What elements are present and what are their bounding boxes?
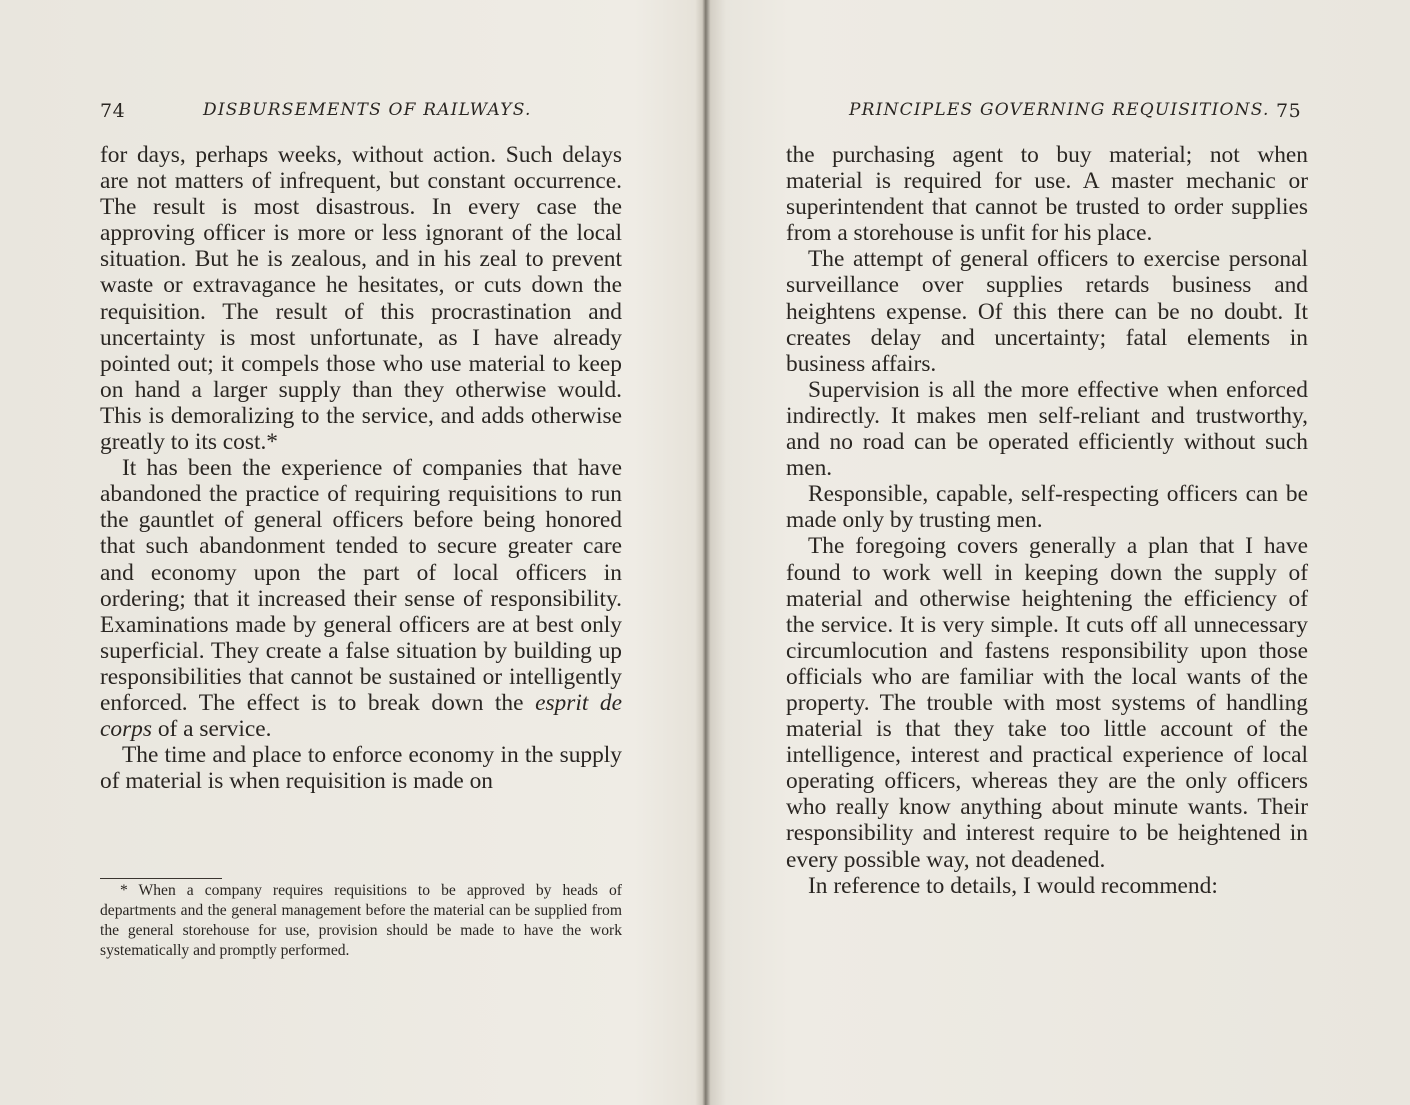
body-text (100, 142, 622, 794)
right-page (706, 0, 1410, 1105)
paragraph-text: It has been the experience of companies that have abandoned the practice of requiring requisitions to run the gauntlet of general officers before being honored that such abandonment tended to secure greater care and economy upon the part of local officers in ordering; that it increased their sense of responsibility. Examinations made by general officers are at best only superficial. They create a false situation by building up responsibilities that cannot be sustained or intelligently enforced. The effect is to break down the (100, 455, 622, 716)
paragraph: the purchasing agent to buy material; not when material is required for use. A master mechanic or superintendent that cannot be trusted to order supplies from a storehouse is unfit for his place. (786, 142, 1308, 247)
paragraph: for days, perhaps weeks, without action. Such delays are not matters of infrequent, but constant occurrence. The result is most disastrous. In every case the approving officer is more or less ignorant of the local situation. But he is zealous, and in his zeal to prevent waste or extravagance he hesitates, or cuts down the requisition. The result of this procrastination and uncertainty is most unfortunate, as I have already pointed out; it compels those who use material to keep on hand a larger supply than they otherwise would. This is demoralizing to the service, and adds otherwise greatly to its cost.* (100, 142, 622, 456)
paragraph (100, 455, 622, 742)
page-number: 75 (1276, 100, 1302, 122)
footnote (100, 881, 622, 961)
paragraph: The attempt of general officers to exercise personal surveillance over supplies retards business and heightens expense. Of this there can be no doubt. It creates delay and uncertainty; fatal elements in business affairs. (786, 246, 1308, 377)
paragraph: In reference to details, I would recommend: (808, 872, 1218, 899)
footnote-text: * When a company requires requisitions to be approved by heads of departments and the general management before the material can be supplied from the general storehouse for use, provision should be made to have the work systematically and promptly performed. (100, 882, 622, 960)
paragraph-text: of a service. (157, 716, 272, 743)
paragraph: Responsible, capable, self-respecting officers can be made only by trusting men. (786, 481, 1308, 534)
running-head-title: DISBURSEMENTS OF RAILWAYS. (203, 100, 532, 120)
paragraph: The foregoing covers generally a plan that I have found to work well in keeping down the supply of material and otherwise heightening the efficiency of the service. It is very simple. It cuts off all unnecessary circumlocution and fastens responsibility upon those officials who are familiar with the local wants of the property. The trouble with most systems of handling material is that they take too little account of the intelligence, interest and practical experience of local operating officers, whereas they are the only officers who really know anything about minute wants. Their responsibility and interest require to be heightened in every possible way, not deadened. (786, 533, 1308, 873)
italic-phrase: esprit de corps (100, 689, 622, 743)
body-text (786, 142, 1308, 899)
running-head-title: PRINCIPLES GOVERNING REQUISITIONS. (849, 100, 1270, 120)
paragraph: Supervision is all the more effective when enforced indirectly. It makes men self-reliant and trustworthy, and no road can be operated efficiently without such men. (786, 376, 1308, 482)
paragraph: The time and place to enforce economy in the supply of material is when requisition is made on (100, 742, 622, 795)
page-number: 74 (100, 100, 126, 122)
footnote-rule (100, 878, 222, 879)
